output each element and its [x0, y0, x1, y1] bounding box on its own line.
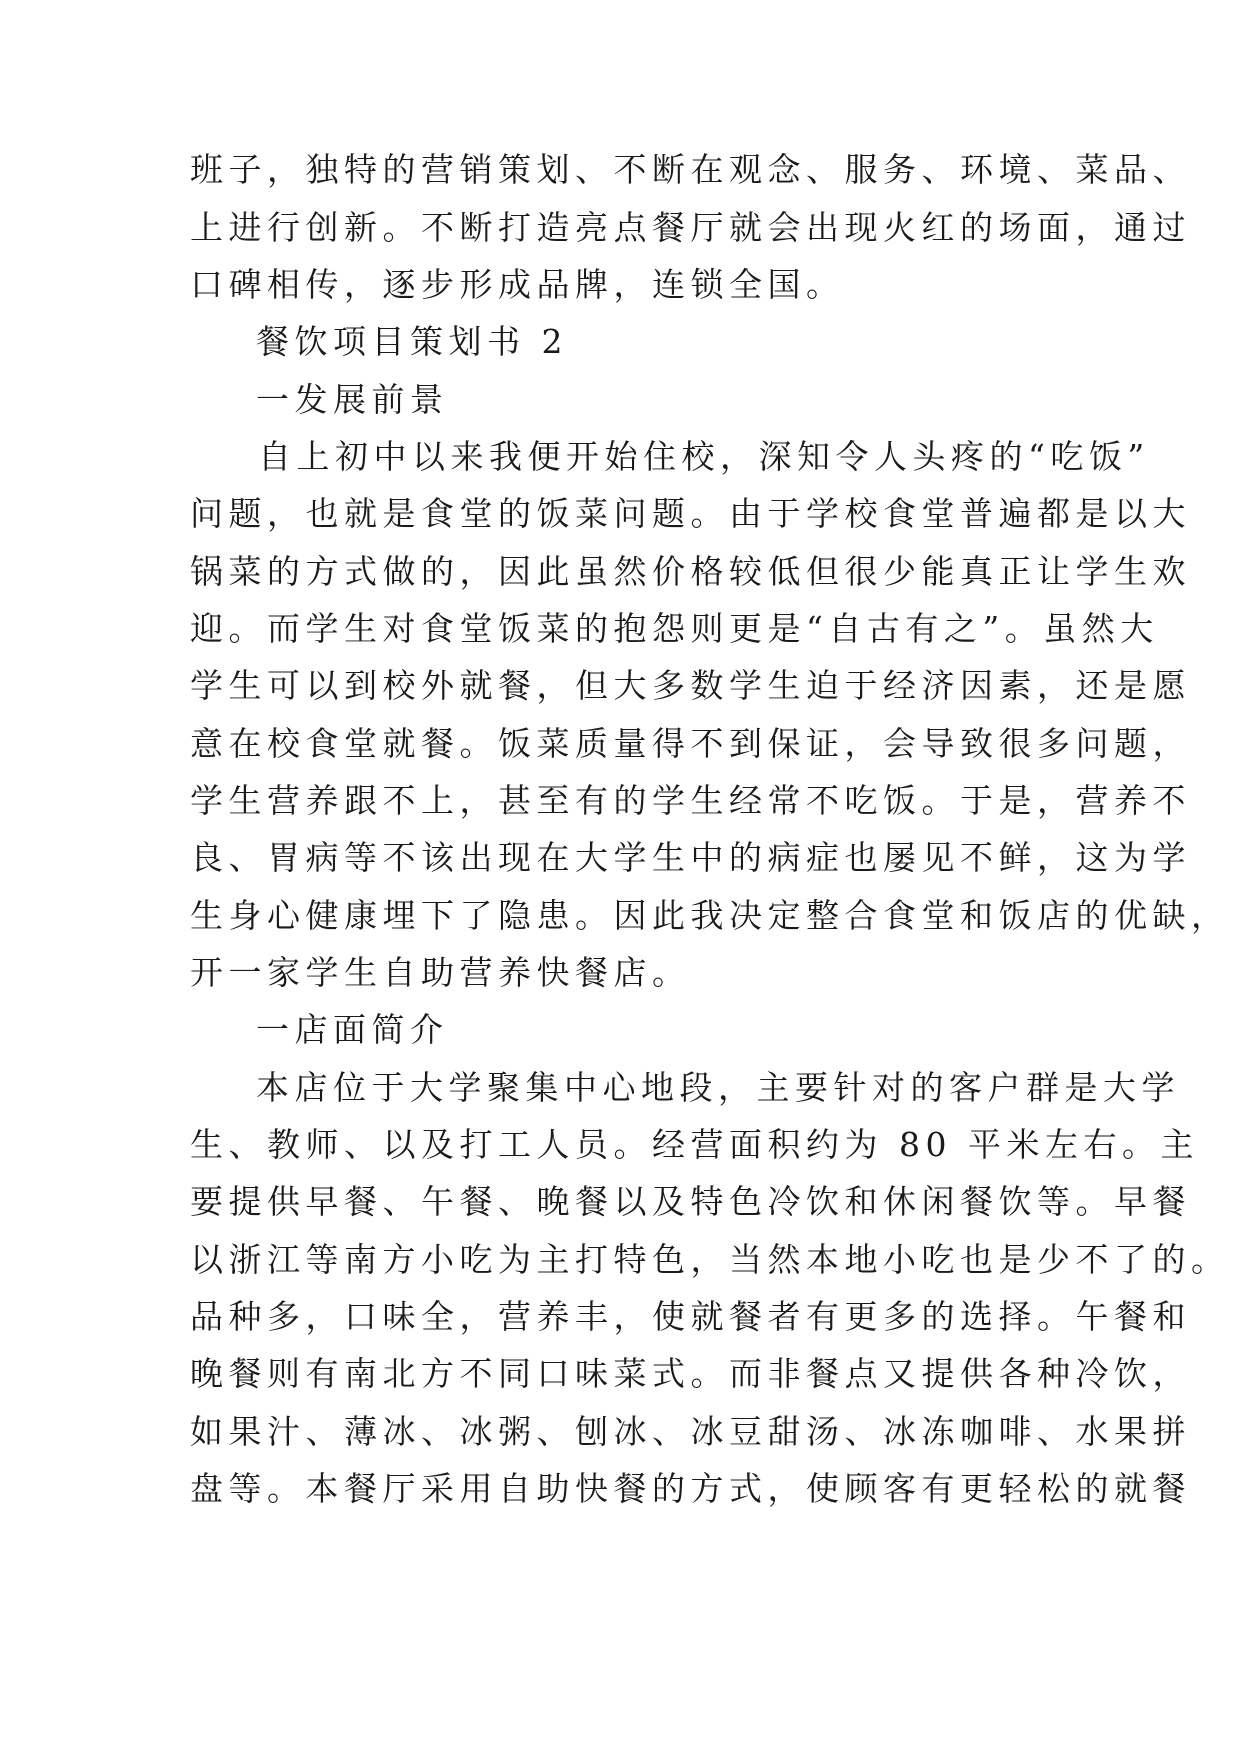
paragraph-line: 生身心健康埋下了隐患。因此我决定整合食堂和饭店的优缺，	[190, 896, 1230, 935]
paragraph-line: 班子，独特的营销策划、不断在观念、服务、环境、菜品、	[190, 150, 1191, 189]
paragraph-line: 本店位于大学聚集中心地段，主要针对的客户群是大学	[256, 1068, 1180, 1107]
section-heading: 一发展前景	[256, 380, 449, 419]
paragraph-line: 以浙江等南方小吃为主打特色，当然本地小吃也是少不了的。	[190, 1240, 1230, 1279]
paragraph-line: 上进行创新。不断打造亮点餐厅就会出现火红的场面，通过	[190, 208, 1191, 247]
paragraph-line: 良、胃病等不该出现在大学生中的病症也屡见不鲜，这为学	[190, 838, 1191, 877]
paragraph-line: 意在校食堂就餐。饭菜质量得不到保证，会导致很多问题，	[190, 724, 1191, 763]
section-heading: 一店面简介	[256, 1010, 449, 1049]
paragraph-line: 如果汁、薄冰、冰粥、刨冰、冰豆甜汤、冰冻咖啡、水果拼	[190, 1412, 1191, 1451]
paragraph-line: 问题，也就是食堂的饭菜问题。由于学校食堂普遍都是以大	[190, 494, 1191, 533]
paragraph-line: 迎。而学生对食堂饭菜的抱怨则更是“自古有之”。虽然大	[190, 609, 1159, 648]
paragraph-line: 自上初中以来我便开始住校，深知令人头疼的“吃饭”	[258, 437, 1150, 476]
paragraph-line: 学生可以到校外就餐，但大多数学生迫于经济因素，还是愿	[190, 666, 1191, 705]
paragraph-line: 要提供早餐、午餐、晚餐以及特色冷饮和休闲餐饮等。早餐	[190, 1182, 1191, 1221]
paragraph-line: 品种多，口味全，营养丰，使就餐者有更多的选择。午餐和	[190, 1297, 1191, 1336]
paragraph-line: 口碑相传，逐步形成品牌，连锁全国。	[190, 265, 845, 304]
paragraph-line: 生、教师、以及打工人员。经营面积约为 80 平米左右。主	[190, 1125, 1199, 1164]
section-title: 餐饮项目策划书 2	[256, 322, 568, 361]
paragraph-line: 锅菜的方式做的，因此虽然价格较低但很少能真正让学生欢	[190, 552, 1191, 591]
paragraph-line: 盘等。本餐厅采用自助快餐的方式，使顾客有更轻松的就餐	[190, 1469, 1191, 1508]
paragraph-line: 学生营养跟不上，甚至有的学生经常不吃饭。于是，营养不	[190, 781, 1191, 820]
paragraph-line: 开一家学生自助营养快餐店。	[190, 953, 691, 992]
paragraph-line: 晚餐则有南北方不同口味菜式。而非餐点又提供各种冷饮，	[190, 1354, 1191, 1393]
